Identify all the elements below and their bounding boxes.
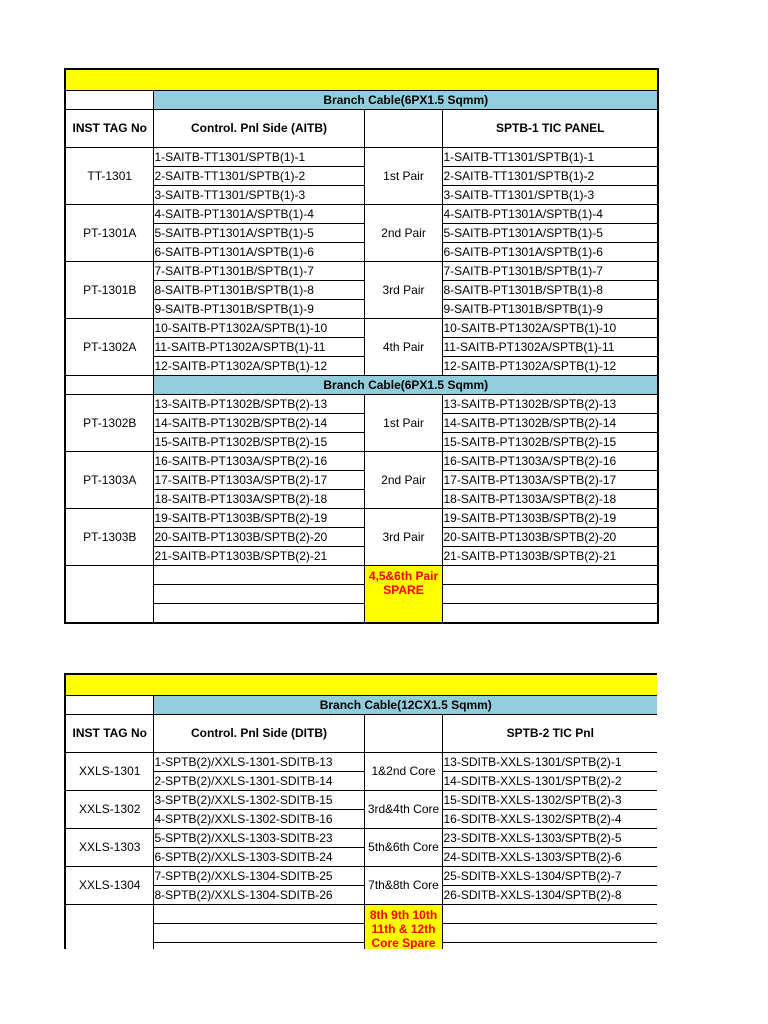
control-side-terminal: 6-SPTB(2)/XXLS-1303-SDITB-24 [153,848,364,867]
tic-panel-terminal: 11-SAITB-PT1302A/SPTB(1)-11 [442,338,658,357]
tic-panel-terminal: 1-SAITB-TT1301/SPTB(1)-1 [442,148,658,167]
tic-panel-terminal: 23-SDITB-XXLS-1303/SPTB(2)-5 [442,829,657,848]
inst-tag-cell: PT-1302A [65,319,153,376]
spare-row-blank [153,905,364,924]
control-side-terminal: 5-SAITB-PT1301A/SPTB(1)-5 [153,224,364,243]
control-side-terminal: 16-SAITB-PT1303A/SPTB(2)-16 [153,452,364,471]
header-inst-tag: INST TAG No [65,715,153,753]
tic-panel-terminal: 20-SAITB-PT1303B/SPTB(2)-20 [442,528,658,547]
control-side-terminal: 20-SAITB-PT1303B/SPTB(2)-20 [153,528,364,547]
inst-tag-cell: XXLS-1301 [65,753,153,791]
blank-cell [65,696,153,715]
core-label: 7th&8th Core [364,867,442,905]
spare-row-blank [442,566,658,585]
control-side-terminal: 13-SAITB-PT1302B/SPTB(2)-13 [153,395,364,414]
tic-panel-terminal: 17-SAITB-PT1303A/SPTB(2)-17 [442,471,658,490]
title-bar [65,69,658,91]
tic-panel-terminal: 6-SAITB-PT1301A/SPTB(1)-6 [442,243,658,262]
tic-panel-terminal: 5-SAITB-PT1301A/SPTB(1)-5 [442,224,658,243]
tic-panel-terminal: 15-SDITB-XXLS-1302/SPTB(2)-3 [442,791,657,810]
spare-row-blank [153,924,364,943]
control-side-terminal: 9-SAITB-PT1301B/SPTB(1)-9 [153,300,364,319]
pair-label: 1st Pair [364,395,442,452]
control-side-terminal: 12-SAITB-PT1302A/SPTB(1)-12 [153,357,364,376]
tic-panel-terminal: 21-SAITB-PT1303B/SPTB(2)-21 [442,547,658,566]
tic-panel-terminal: 14-SDITB-XXLS-1301/SPTB(2)-2 [442,772,657,791]
inst-tag-cell: PT-1303A [65,452,153,509]
control-side-terminal: 19-SAITB-PT1303B/SPTB(2)-19 [153,509,364,528]
termination-table-2 [64,673,657,949]
branch-cable-label: Branch Cable(6PX1.5 Sqmm) [153,376,658,395]
header-control-panel-side: Control. Pnl Side (AITB) [153,110,364,148]
tic-panel-terminal: 4-SAITB-PT1301A/SPTB(1)-4 [442,205,658,224]
header-blank [364,110,442,148]
control-side-terminal: 4-SAITB-PT1301A/SPTB(1)-4 [153,205,364,224]
header-tic-panel: SPTB-1 TIC PANEL [442,110,658,148]
header-control-panel-side: Control. Pnl Side (DITB) [153,715,364,753]
tic-panel-terminal: 8-SAITB-PT1301B/SPTB(1)-8 [442,281,658,300]
tic-panel-terminal: 18-SAITB-PT1303A/SPTB(2)-18 [442,490,658,509]
inst-tag-cell: PT-1303B [65,509,153,566]
spare-row-blank [442,585,658,604]
instrument-table-2-viewport [64,673,657,949]
spare-row-blank [153,566,364,585]
pair-label: 2nd Pair [364,205,442,262]
control-side-terminal: 3-SPTB(2)/XXLS-1302-SDITB-15 [153,791,364,810]
control-side-terminal: 18-SAITB-PT1303A/SPTB(2)-18 [153,490,364,509]
tic-panel-terminal: 10-SAITB-PT1302A/SPTB(1)-10 [442,319,658,338]
inst-tag-cell: PT-1301B [65,262,153,319]
pair-label: 4th Pair [364,319,442,376]
tic-panel-terminal: 13-SAITB-PT1302B/SPTB(2)-13 [442,395,658,414]
control-side-terminal: 11-SAITB-PT1302A/SPTB(1)-11 [153,338,364,357]
control-side-terminal: 3-SAITB-TT1301/SPTB(1)-3 [153,186,364,205]
control-side-terminal: 15-SAITB-PT1302B/SPTB(2)-15 [153,433,364,452]
header-blank [364,715,442,753]
control-side-terminal: 8-SAITB-PT1301B/SPTB(1)-8 [153,281,364,300]
pair-label: 1st Pair [364,148,442,205]
title-bar [65,674,657,696]
spare-note: 4,5&6th Pair SPARE [364,566,442,624]
instrument-table-1 [64,68,657,624]
control-side-terminal: 8-SPTB(2)/XXLS-1304-SDITB-26 [153,886,364,905]
control-side-terminal: 2-SPTB(2)/XXLS-1301-SDITB-14 [153,772,364,791]
blank-cell [65,376,153,395]
inst-tag-cell: XXLS-1303 [65,829,153,867]
spare-tag-blank [65,905,153,950]
control-side-terminal: 1-SPTB(2)/XXLS-1301-SDITB-13 [153,753,364,772]
tic-panel-terminal: 9-SAITB-PT1301B/SPTB(1)-9 [442,300,658,319]
termination-table-1 [64,68,659,624]
tic-panel-terminal: 19-SAITB-PT1303B/SPTB(2)-19 [442,509,658,528]
tic-panel-terminal: 25-SDITB-XXLS-1304/SPTB(2)-7 [442,867,657,886]
tic-panel-terminal: 7-SAITB-PT1301B/SPTB(1)-7 [442,262,658,281]
tic-panel-terminal: 24-SDITB-XXLS-1303/SPTB(2)-6 [442,848,657,867]
inst-tag-cell: XXLS-1304 [65,867,153,905]
control-side-terminal: 4-SPTB(2)/XXLS-1302-SDITB-16 [153,810,364,829]
core-label: 3rd&4th Core [364,791,442,829]
tic-panel-terminal: 16-SDITB-XXLS-1302/SPTB(2)-4 [442,810,657,829]
control-side-terminal: 7-SPTB(2)/XXLS-1304-SDITB-25 [153,867,364,886]
header-inst-tag: INST TAG No [65,110,153,148]
pair-label: 2nd Pair [364,452,442,509]
spare-tag-blank [65,566,153,624]
spare-row-blank [442,943,657,950]
tic-panel-terminal: 3-SAITB-TT1301/SPTB(1)-3 [442,186,658,205]
tic-panel-terminal: 2-SAITB-TT1301/SPTB(1)-2 [442,167,658,186]
spare-row-blank [442,924,657,943]
tic-panel-terminal: 26-SDITB-XXLS-1304/SPTB(2)-8 [442,886,657,905]
tic-panel-terminal: 16-SAITB-PT1303A/SPTB(2)-16 [442,452,658,471]
core-label: 1&2nd Core [364,753,442,791]
tic-panel-terminal: 13-SDITB-XXLS-1301/SPTB(2)-1 [442,753,657,772]
control-side-terminal: 21-SAITB-PT1303B/SPTB(2)-21 [153,547,364,566]
branch-cable-label: Branch Cable(6PX1.5 Sqmm) [153,91,658,110]
control-side-terminal: 2-SAITB-TT1301/SPTB(1)-2 [153,167,364,186]
branch-cable-label: Branch Cable(12CX1.5 Sqmm) [153,696,657,715]
pair-label: 3rd Pair [364,262,442,319]
inst-tag-cell: TT-1301 [65,148,153,205]
pair-label: 3rd Pair [364,509,442,566]
blank-cell [65,91,153,110]
inst-tag-cell: XXLS-1302 [65,791,153,829]
inst-tag-cell: PT-1302B [65,395,153,452]
core-label: 5th&6th Core [364,829,442,867]
control-side-terminal: 5-SPTB(2)/XXLS-1303-SDITB-23 [153,829,364,848]
tic-panel-terminal: 14-SAITB-PT1302B/SPTB(2)-14 [442,414,658,433]
spare-row-blank [153,943,364,950]
tic-panel-terminal: 12-SAITB-PT1302A/SPTB(1)-12 [442,357,658,376]
control-side-terminal: 17-SAITB-PT1303A/SPTB(2)-17 [153,471,364,490]
inst-tag-cell: PT-1301A [65,205,153,262]
spare-note: 8th 9th 10th 11th & 12th Core Spare [364,905,442,950]
control-side-terminal: 1-SAITB-TT1301/SPTB(1)-1 [153,148,364,167]
spare-row-blank [442,604,658,624]
control-side-terminal: 14-SAITB-PT1302B/SPTB(2)-14 [153,414,364,433]
spare-row-blank [442,905,657,924]
spare-row-blank [153,604,364,624]
control-side-terminal: 7-SAITB-PT1301B/SPTB(1)-7 [153,262,364,281]
control-side-terminal: 6-SAITB-PT1301A/SPTB(1)-6 [153,243,364,262]
spare-row-blank [153,585,364,604]
header-tic-panel: SPTB-2 TIC Pnl [442,715,657,753]
tic-panel-terminal: 15-SAITB-PT1302B/SPTB(2)-15 [442,433,658,452]
control-side-terminal: 10-SAITB-PT1302A/SPTB(1)-10 [153,319,364,338]
